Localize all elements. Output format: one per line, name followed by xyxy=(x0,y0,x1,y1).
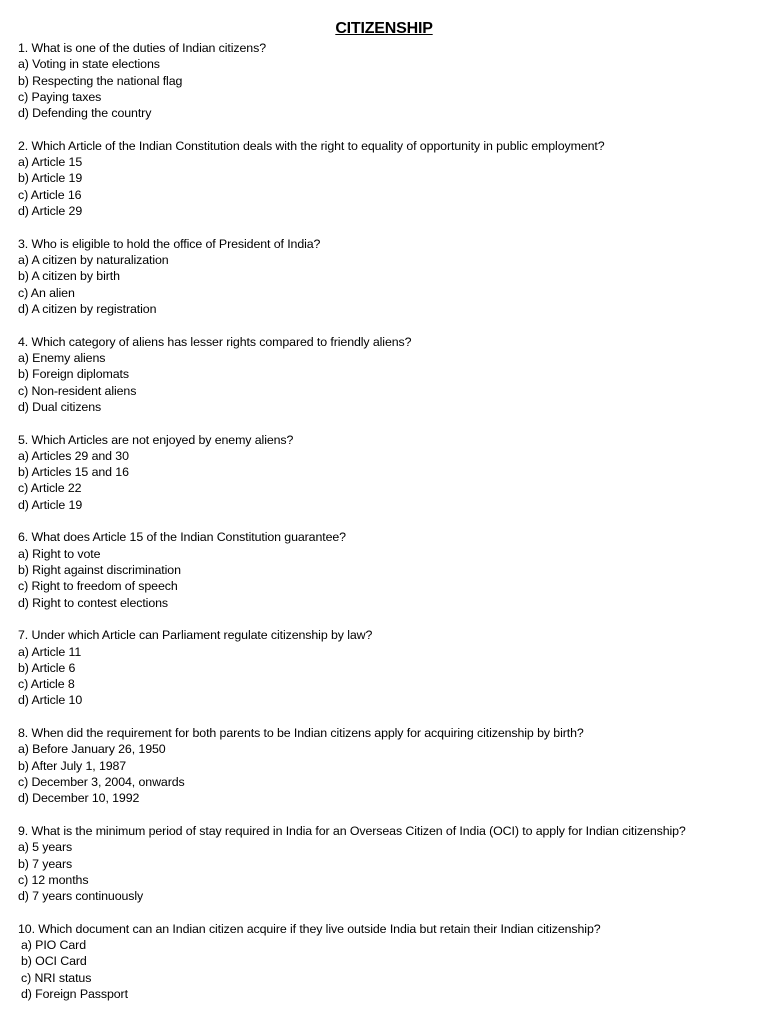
option-b: b) Foreign diplomats xyxy=(18,367,129,382)
option-a: a) Article 15 xyxy=(18,155,83,170)
option-b: b) OCI Card xyxy=(21,954,87,969)
option-c: c) NRI status xyxy=(21,970,92,985)
question-block-6 xyxy=(18,529,758,610)
option-c: c) December 3, 2004, onwards xyxy=(18,775,185,790)
question-block-8 xyxy=(18,725,758,806)
option-a: a) 5 years xyxy=(18,840,73,855)
option-a: a) A citizen by naturalization xyxy=(18,253,169,268)
question-text: 1. What is one of the duties of Indian citizens? xyxy=(18,41,266,55)
option-c: c) Article 8 xyxy=(18,677,75,692)
option-b: b) A citizen by birth xyxy=(18,269,120,284)
question-text: 4. Which category of aliens has lesser rights compared to friendly aliens? xyxy=(18,334,412,349)
option-b: b) Article 19 xyxy=(18,171,83,186)
option-d: d) Dual citizens xyxy=(18,399,102,414)
question-text: 9. What is the minimum period of stay required in India for an Overseas Citizen of India (OCI) to apply for Indian citizenship? xyxy=(18,824,686,838)
option-a: a) Voting in state elections xyxy=(18,57,160,72)
option-c: c) An alien xyxy=(18,285,75,300)
option-d: d) Article 19 xyxy=(18,497,83,512)
option-a: a) Right to vote xyxy=(18,546,101,561)
option-b: b) Articles 15 and 16 xyxy=(18,465,129,480)
question-text: 2. Which Article of the Indian Constitution deals with the right to equality of opportunity in public employment? xyxy=(18,138,605,153)
option-c: c) 12 months xyxy=(18,872,89,887)
page-title: CITIZENSHIP xyxy=(335,20,433,37)
question-text: 3. Who is eligible to hold the office of President of India? xyxy=(18,236,321,251)
question-block-9 xyxy=(18,823,758,904)
option-a: a) Article 11 xyxy=(18,644,82,659)
option-c: c) Paying taxes xyxy=(18,89,102,104)
option-d: d) 7 years continuously xyxy=(18,889,144,904)
question-text: 6. What does Article 15 of the Indian Constitution guarantee? xyxy=(18,530,346,545)
option-b: b) Respecting the national flag xyxy=(18,73,183,88)
option-d: d) Foreign Passport xyxy=(21,987,128,1002)
option-a: a) Before January 26, 1950 xyxy=(18,742,166,757)
option-b: b) 7 years xyxy=(18,856,73,871)
option-a: a) Enemy aliens xyxy=(18,350,106,365)
option-c: c) Article 22 xyxy=(18,481,82,496)
option-d: d) Article 29 xyxy=(18,204,83,219)
question-text: 10. Which document can an Indian citizen acquire if they live outside India but retain their Indian citizenship? xyxy=(18,921,601,936)
question-block-4 xyxy=(18,334,758,415)
option-c: c) Article 16 xyxy=(18,187,82,202)
question-text: 5. Which Articles are not enjoyed by enemy aliens? xyxy=(18,432,294,447)
option-c: c) Non-resident aliens xyxy=(18,383,137,398)
option-b: b) Article 6 xyxy=(18,660,76,675)
option-d: d) December 10, 1992 xyxy=(18,791,140,806)
question-block-1 xyxy=(18,40,758,121)
question-block-3 xyxy=(18,236,758,317)
option-a: a) PIO Card xyxy=(21,938,87,953)
question-block-10 xyxy=(18,921,758,1002)
question-text: 8. When did the requirement for both parents to be Indian citizens apply for acquiring citizenship by birth? xyxy=(18,726,584,741)
option-b: b) Right against discrimination xyxy=(18,562,181,577)
option-d: d) Defending the country xyxy=(18,106,152,121)
question-block-2 xyxy=(18,138,758,219)
option-d: d) Right to contest elections xyxy=(18,595,168,610)
question-block-5 xyxy=(18,432,758,513)
option-b: b) After July 1, 1987 xyxy=(18,758,127,773)
option-a: a) Articles 29 and 30 xyxy=(18,448,129,463)
option-c: c) Right to freedom of speech xyxy=(18,579,178,594)
question-list xyxy=(18,40,758,1019)
question-block-7 xyxy=(18,627,758,708)
option-d: d) A citizen by registration xyxy=(18,301,157,316)
question-text: 7. Under which Article can Parliament regulate citizenship by law? xyxy=(18,628,373,643)
option-d: d) Article 10 xyxy=(18,693,83,708)
